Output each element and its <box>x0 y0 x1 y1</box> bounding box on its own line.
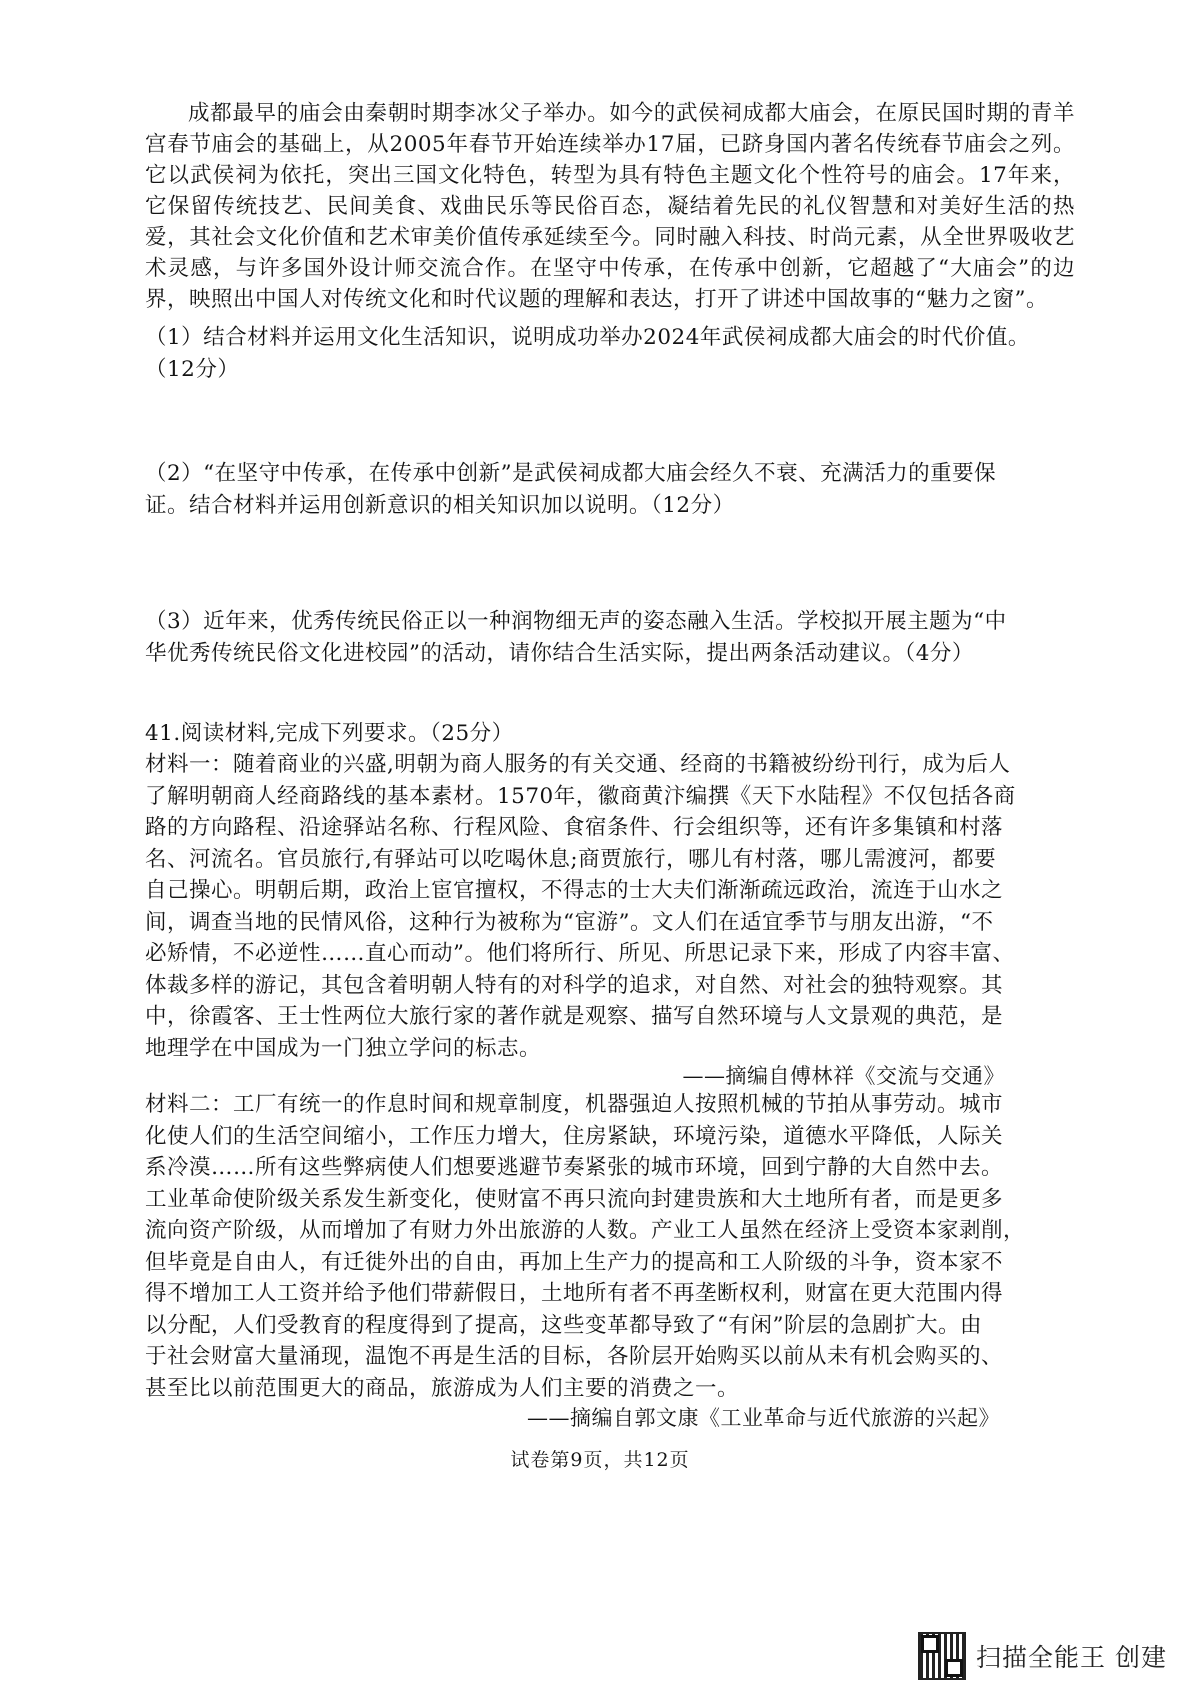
material-1-line: 必矫情，不必逆性……直心而动”。他们将所行、所见、所思记录下来，形成了内容丰富、 <box>145 941 1015 966</box>
source-citation-1: ——摘编自傅林祥《交流与交通》 <box>682 1064 1005 1088</box>
material-2 <box>145 1089 1075 1404</box>
material-1-line: 路的方向路程、沿途驿站名称、行程风险、食宿条件、行会组织等，还有许多集镇和村落 <box>145 815 1004 840</box>
question-2 <box>145 458 1075 522</box>
question-1-line-2: （12分） <box>145 357 240 382</box>
material-2-line: 系冷漠……所有这些弊病使人们想要逃避节奏紧张的城市环境，回到宁静的大自然中去。 <box>145 1155 1004 1180</box>
qr-code-icon <box>918 1632 966 1680</box>
question-1 <box>145 322 1075 386</box>
intro-paragraph: 成都最早的庙会由秦朝时期李冰父子举办。如今的武侯祠成都大庙会，在原民国时期的青羊宫春节庙会的基础上，从2005年春节开始连续举办17届，已跻身国内著名传统春节庙会之列。它以武侯祠为依托，突出三国文化特色，转型为具有特色主题文化个性符号的庙会。17年来，它保留传统技艺、民间美食、戏曲民乐等民俗百态，凝结着先民的礼仪智慧和对美好生活的热爱，其社会文化价值和艺术审美价值传承延续至今。同时融入科技、时尚元素，从全世界吸收艺术灵感，与许多国外设计师交流合作。在坚守中传承，在传承中创新，它超越了“大庙会”的边界，映照出中国人对传统文化和时代议题的理解和表达，打开了讲述中国故事的“魅力之窗”。 <box>145 101 1075 312</box>
material-2-line: 工业革命使阶级关系发生新变化，使财富不再只流向封建贵族和大土地所有者，而是更多 <box>145 1186 1004 1212</box>
material-2-line: 以分配，人们受教育的程度得到了提高，这些变革都导致了“有闲”阶层的急剧扩大。由 <box>145 1312 982 1338</box>
question-3-line-1: （3）近年来，优秀传统民俗正以一种润物细无声的姿态融入生活。学校拟开展主题为“中 <box>145 609 1007 634</box>
question-2-line-2: 证。结合材料并运用创新意识的相关知识加以说明。（12分） <box>145 493 735 518</box>
material-1-line: 了解明朝商人经商路线的基本素材。1570年，徽商黄汴编撰《天下水陆程》不仅包括各商 <box>145 783 1016 809</box>
scanner-watermark <box>918 1631 1167 1681</box>
material-1-line: 中，徐霞客、王士性两位大旅行家的著作就是观察、描写自然环境与人文景观的典范，是 <box>145 1004 1004 1029</box>
source-citation-2: ——摘编自郭文康《工业革命与近代旅游的兴起》 <box>527 1406 1000 1430</box>
question-2-line-1: （2）“在坚守中传承，在传承中创新”是武侯祠成都大庙会经久不衰、充满活力的重要保 <box>145 461 997 486</box>
material-1-line: 材料一：随着商业的兴盛,明朝为商人服务的有关交通、经商的书籍被纷纷刊行，成为后人 <box>145 752 1011 777</box>
page-footer: 试卷第9页，共12页 <box>510 1449 690 1471</box>
material-2-line: 于社会财富大量涌现，温饱不再是生活的目标，各阶层开始购买以前从未有机会购买的、 <box>145 1344 1004 1369</box>
material-1-line: 间，调查当地的民情风俗，这种行为被称为“宦游”。文人们在适宜季节与朋友出游，“不 <box>145 909 994 935</box>
material-1-line: 自己操心。明朝后期，政治上宦官擅权，不得志的士大夫们渐渐疏远政治，流连于山水之 <box>145 878 1004 903</box>
question-3 <box>145 606 1075 670</box>
question-41-header <box>145 718 1075 750</box>
material-1-line: 名、河流名。官员旅行,有驿站可以吃喝休息;商贾旅行，哪儿有村落，哪儿需渡河，都要 <box>145 846 997 872</box>
material-1 <box>145 749 1075 1064</box>
question-1-line-1: （1）结合材料并运用文化生活知识，说明成功举办2024年武侯祠成都大庙会的时代价值。 <box>145 325 1030 350</box>
material-2-line: 甚至比以前范围更大的商品，旅游成为人们主要的消费之一。 <box>145 1375 740 1401</box>
material-1-line: 地理学在中国成为一门独立学问的标志。 <box>145 1035 542 1061</box>
material-2-line: 流向资产阶级，从而增加了有财力外出旅游的人数。产业工人虽然在经济上受资本家剥削， <box>145 1218 1026 1243</box>
material-2-line: 但毕竟是自由人，有迁徙外出的自由，再加上生产力的提高和工人阶级的斗争，资本家不 <box>145 1249 1004 1275</box>
material-2-line: 化使人们的生活空间缩小，工作压力增大，住房紧缺，环境污染，道德水平降低，人际关 <box>145 1123 1004 1149</box>
question-3-line-2: 华优秀传统民俗文化进校园”的活动，请你结合生活实际，提出两条活动建议。（4分） <box>145 641 974 666</box>
scanner-watermark-text: 扫描全能王 创建 <box>976 1643 1167 1672</box>
material-2-line: 材料二：工厂有统一的作息时间和规章制度，机器强迫人按照机械的节拍从事劳动。城市 <box>145 1092 1004 1117</box>
material-2-line: 得不增加工人工资并给予他们带薪假日，土地所有者不再垄断权利，财富在更大范围内得 <box>145 1281 1004 1306</box>
question-41-header-text: 41.阅读材料,完成下列要求。（25分） <box>145 721 514 746</box>
material-1-line: 体裁多样的游记，其包含着明朝人特有的对科学的追求，对自然、对社会的独特观察。其 <box>145 972 1004 998</box>
